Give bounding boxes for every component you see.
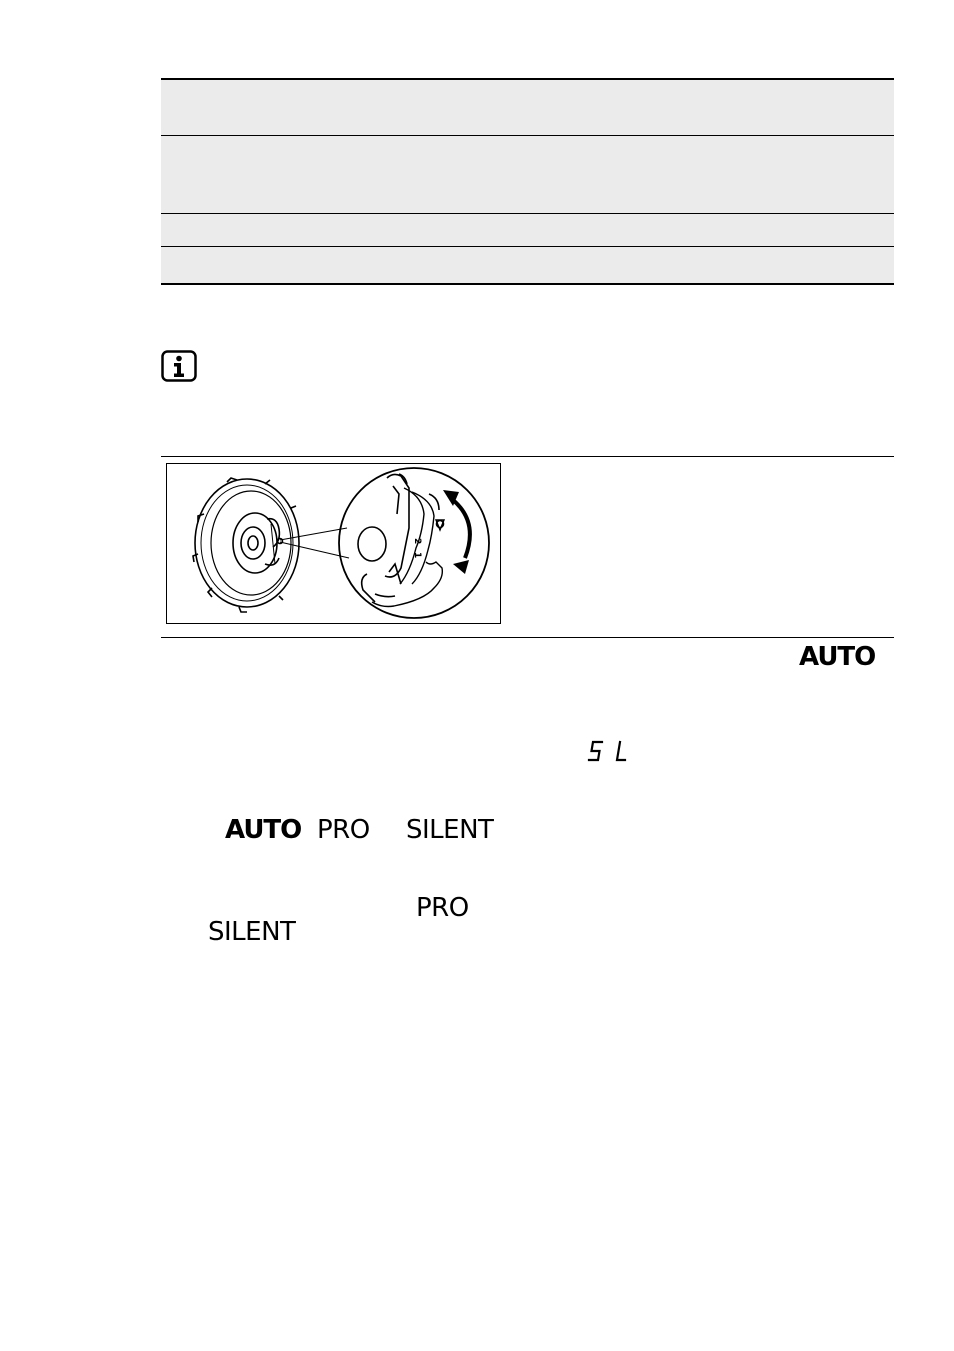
dial-label-1: 1 [412, 552, 422, 559]
pro-program-label: PRO [416, 893, 469, 923]
silent-program-label-inline: SILENT [406, 815, 494, 845]
auto-program-label: AUTO [799, 642, 876, 672]
display-sl-code [587, 738, 631, 766]
dispenser-dial-figure [166, 463, 501, 624]
auto-program-label-inline: AUTO [225, 815, 302, 845]
figure-bottom-rule [161, 637, 894, 638]
dial-label-2: 2 [412, 538, 422, 545]
dispenser-dial-illustration [167, 464, 499, 622]
figure-top-rule [161, 456, 894, 457]
table-bottom-rule [161, 283, 894, 285]
table-row [161, 247, 894, 283]
info-icon [161, 350, 197, 382]
table-row [161, 136, 894, 213]
pro-program-label-inline: PRO [317, 815, 370, 845]
silent-program-label: SILENT [208, 917, 296, 947]
table-row [161, 80, 894, 136]
table-row [161, 214, 894, 246]
